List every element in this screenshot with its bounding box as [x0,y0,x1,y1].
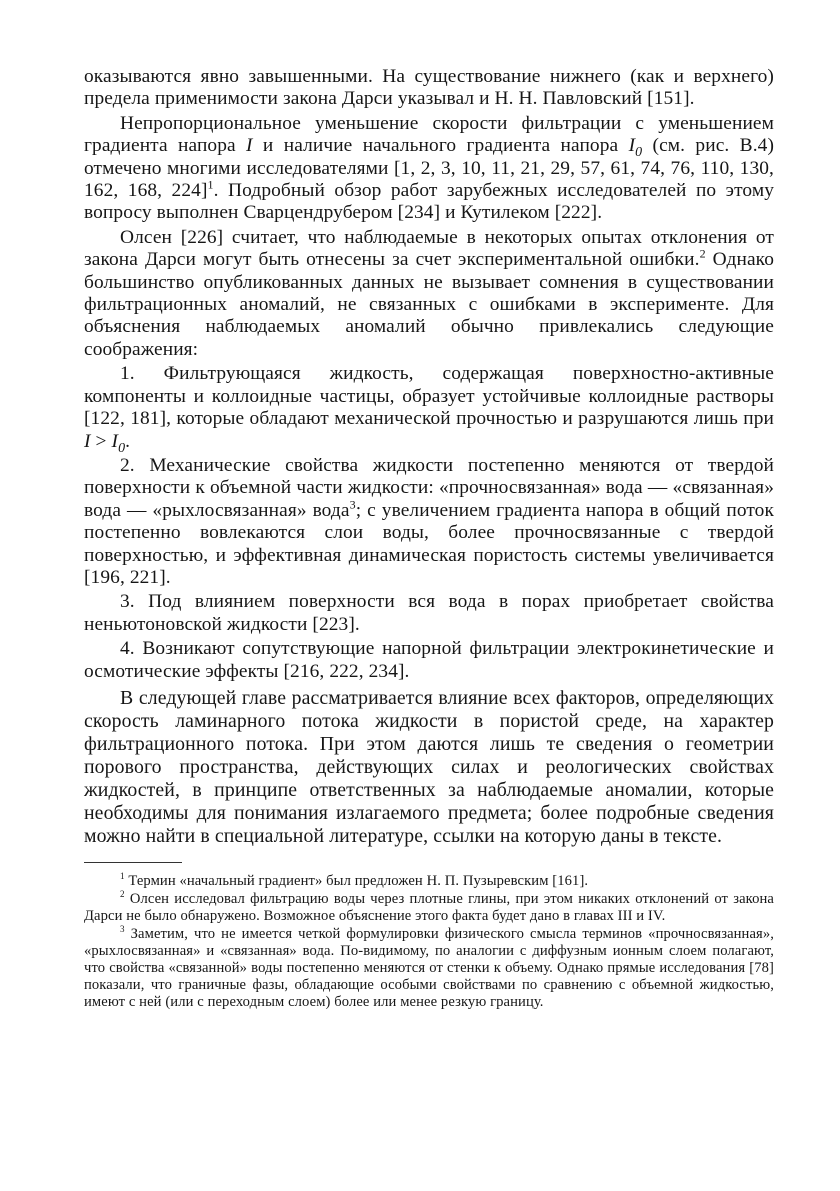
paragraph-text: (см. рис. В.4) отмечено многими исследователями [1, 2, 3, 10, 11, 21, 29, 57, 61, 74, 76, 110, 130, 162, 168, 224] [84,135,775,202]
footnote-divider [84,862,182,863]
paragraph-text: . [125,430,131,452]
formula-I0-base: I [111,430,119,452]
footnote-mark: 3 [120,924,125,935]
formula-I0 [111,430,126,456]
paragraph-text: В следующей главе рассматривается влияние всех факторов, определяющих скорость ламинарного потока жидкости в пористой среде, на характер фильтрационного потока. При этом даются лишь те сведения о геометрии порового пространства, действующих силах и реологических свойствах жидкостей, в принципе ответственных за наблюдаемые аномалии, которые необходимы для понимания излагаемого предмета; более подробные сведения можно найти в специальной литературе, ссылки на которую даны в тексте. [84,686,774,847]
paragraph-filtration-gradient [84,113,774,225]
footnote-ref-3: 3 [349,497,356,512]
paragraph-continuation [84,66,774,111]
paragraph-text: Однако большинство опубликованных данных не вызывает сомнения в существовании фильтрационных аномалий, не связанных с ошибками в эксперименте. Для объяснения наблюдаемых аномалий обычно привлекались следующие соображения: [84,249,774,360]
formula-operator: > [90,430,112,452]
main-text [84,66,774,848]
footnote-text: Олсен исследовал фильтрацию воды через плотные глины, при этом никаких отклонений от закона Дарси не было обнаружено. Возможное объяснение этого факта будет дано в главах III и IV. [84,890,774,924]
footnote-1 [84,873,774,890]
footnote-ref-2: 2 [699,246,706,261]
paragraph-text: 4. Возникают сопутствующие напорной фильтрации электрокинетические и осмотические эффекты [216, 222, 234]. [84,638,774,682]
footnotes [84,873,774,1011]
paragraph-text: и наличие начального градиента напора [252,135,629,157]
formula-I: I [84,430,91,452]
paragraph-text: оказываются явно завышенными. На существование нижнего (как и верхнего) предела применимости закона Дарси указывал и Н. Н. Павловский [151]. [84,66,774,110]
paragraph-text: . Подробный обзор работ зарубежных исследователей по этому вопросу выполнен Сварцендрубером [234] и Кутилеком [222]. [84,180,775,224]
symbol-I0-subscript: 0 [635,145,643,161]
symbol-I: I [246,135,253,157]
footnote-mark: 1 [120,871,125,882]
document-page [84,66,774,1011]
symbol-I0 [628,135,643,161]
paragraph-text: 1. Фильтрующаяся жидкость, содержащая поверхностно-активные компоненты и коллоидные частицы, образует устойчивые коллоидные растворы [122, 181], которые обладают механической прочностью и разрушаются лишь при [84,363,774,430]
symbol-I0-base: I [628,135,636,157]
footnote-ref-1: 1 [207,177,214,192]
paragraph-text: Олсен [226] считает, что наблюдаемые в некоторых опытах отклонения от закона Дарси могут быть отнесены за счет экспериментальной ошибки. [84,226,774,271]
formula-I0-subscript: 0 [118,440,126,456]
list-item-4 [84,638,774,683]
list-item-1 [84,363,774,456]
footnote-3 [84,926,774,1011]
footnote-mark: 2 [120,889,125,900]
footnote-text: Термин «начальный градиент» был предложен Н. П. Пузыревским [161]. [124,872,589,889]
paragraph-next-chapter [84,687,774,848]
paragraph-text: ; с увеличением градиента напора в общий поток постепенно вовлекаются слои воды, более прочносвязанные с твердой поверхностью, и эффективная динамическая пористость системы увеличивается [196, 221]. [84,499,774,588]
footnote-2 [84,891,774,925]
list-item-3 [84,591,774,636]
paragraph-text: Непропорциональное уменьшение скорости фильтрации с уменьшением градиента напора [84,112,774,157]
footnote-text: Заметим, что не имеется четкой формулировки физического смысла терминов «прочносвязанная», «рыхлосвязанная» и «связанная» вода. По-видимому, по аналогии с диффузным ионным слоем полагают, что свойства «связанной» воды постепенно меняются от стенки к объему. Однако прямые исследования [78] показали, что граничные фазы, обладающие особыми свойствами по сравнению с объемной жидкостью, имеют с ней (или с переходным слоем) более или менее резкую границу. [84,925,774,1010]
paragraph-olsen [84,227,774,361]
paragraph-text: 3. Под влиянием поверхности вся вода в порах приобретает свойства неньютоновской жидкости [223]. [84,591,774,635]
paragraph-text: 2. Механические свойства жидкости постепенно меняются от твердой поверхности к объемной части жидкости: «прочносвязанная» вода — «связанная» вода — «рыхлосвязанная» вода [84,454,774,521]
list-item-2 [84,455,774,589]
